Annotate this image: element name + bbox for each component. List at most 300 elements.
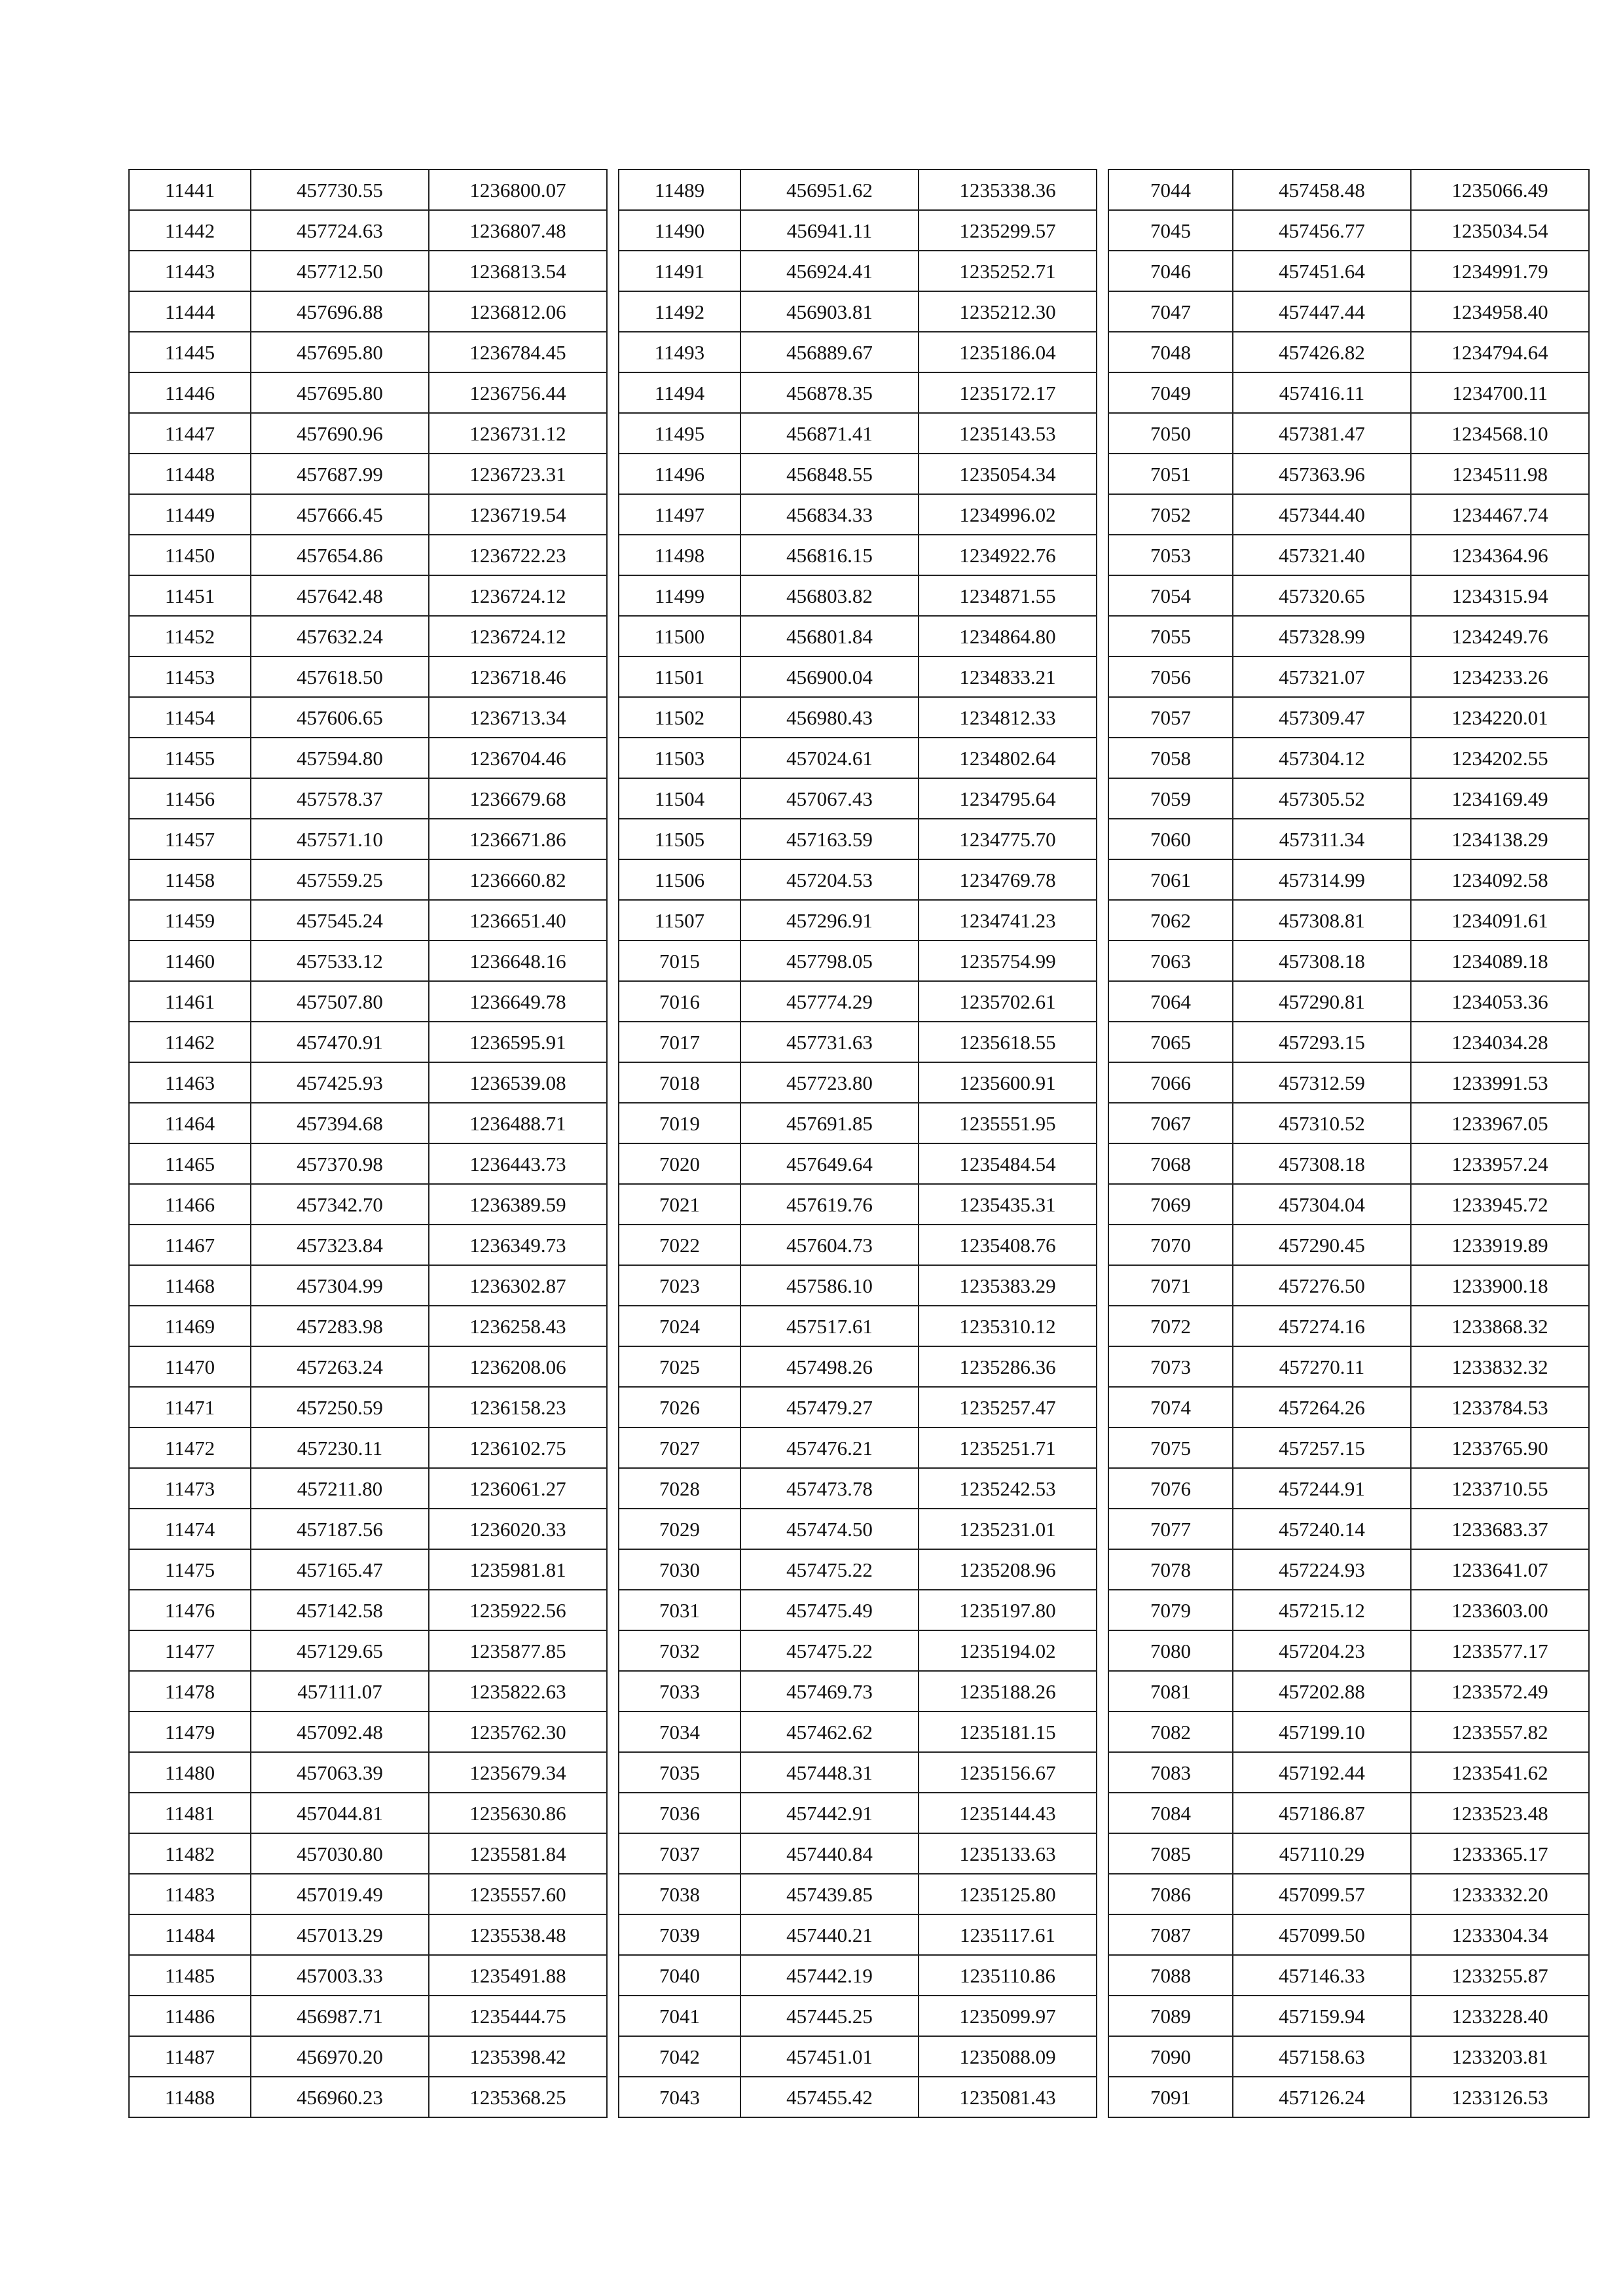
point-id-cell: 7072 (1108, 1306, 1233, 1346)
table-row (619, 575, 1097, 616)
table-row (1108, 1549, 1589, 1590)
x-coordinate-cell: 457451.01 (740, 2036, 919, 2077)
x-coordinate-cell: 457774.29 (740, 981, 919, 1022)
point-id-cell: 11442 (129, 210, 251, 251)
x-coordinate-cell: 457283.98 (251, 1306, 429, 1346)
y-coordinate-cell: 1235702.61 (919, 981, 1097, 1022)
point-id-cell: 11450 (129, 535, 251, 575)
table-row (1108, 332, 1589, 372)
table-row (619, 291, 1097, 332)
x-coordinate-cell: 457290.45 (1233, 1225, 1411, 1265)
y-coordinate-cell: 1234202.55 (1411, 738, 1589, 778)
point-id-cell: 7089 (1108, 1996, 1233, 2036)
table-row (1108, 1955, 1589, 1996)
table-row (619, 1306, 1097, 1346)
y-coordinate-cell: 1235088.09 (919, 2036, 1097, 2077)
x-coordinate-cell: 457594.80 (251, 738, 429, 778)
x-coordinate-cell: 457263.24 (251, 1346, 429, 1387)
x-coordinate-cell: 457199.10 (1233, 1712, 1411, 1752)
y-coordinate-cell: 1234467.74 (1411, 494, 1589, 535)
y-coordinate-cell: 1233603.00 (1411, 1590, 1589, 1630)
table-row (619, 738, 1097, 778)
table-row (1108, 291, 1589, 332)
x-coordinate-cell: 457731.63 (740, 1022, 919, 1062)
table-row (1108, 2077, 1589, 2117)
y-coordinate-cell: 1236061.27 (429, 1468, 607, 1509)
x-coordinate-cell: 457473.78 (740, 1468, 919, 1509)
x-coordinate-cell: 457442.91 (740, 1793, 919, 1833)
table-row (129, 1996, 607, 2036)
table-row (129, 1793, 607, 1833)
table-row (1108, 1103, 1589, 1143)
y-coordinate-cell: 1235877.85 (429, 1630, 607, 1671)
x-coordinate-cell: 457416.11 (1233, 372, 1411, 413)
point-id-cell: 11486 (129, 1996, 251, 2036)
table-row (1108, 1712, 1589, 1752)
point-id-cell: 11455 (129, 738, 251, 778)
table-row (1108, 859, 1589, 900)
table-row (129, 2036, 607, 2077)
y-coordinate-cell: 1234220.01 (1411, 697, 1589, 738)
y-coordinate-cell: 1236784.45 (429, 332, 607, 372)
table-row (619, 210, 1097, 251)
x-coordinate-cell: 457099.50 (1233, 1914, 1411, 1955)
x-coordinate-cell: 456924.41 (740, 251, 919, 291)
x-coordinate-cell: 457044.81 (251, 1793, 429, 1833)
table-row (1108, 170, 1589, 210)
y-coordinate-cell: 1236718.46 (429, 656, 607, 697)
x-coordinate-cell: 457604.73 (740, 1225, 919, 1265)
x-coordinate-cell: 457264.26 (1233, 1387, 1411, 1427)
x-coordinate-cell: 457308.18 (1233, 1143, 1411, 1184)
point-id-cell: 11441 (129, 170, 251, 210)
point-id-cell: 11460 (129, 941, 251, 981)
table-row (1108, 1022, 1589, 1062)
x-coordinate-cell: 457696.88 (251, 291, 429, 332)
point-id-cell: 7039 (619, 1914, 740, 1955)
table-row (129, 819, 607, 859)
point-id-cell: 7083 (1108, 1752, 1233, 1793)
x-coordinate-cell: 457187.56 (251, 1509, 429, 1549)
x-coordinate-cell: 456889.67 (740, 332, 919, 372)
table-row (129, 981, 607, 1022)
point-id-cell: 11465 (129, 1143, 251, 1184)
x-coordinate-cell: 457163.59 (740, 819, 919, 859)
point-id-cell: 7077 (1108, 1509, 1233, 1549)
table-row (1108, 494, 1589, 535)
point-id-cell: 11497 (619, 494, 740, 535)
point-id-cell: 7080 (1108, 1630, 1233, 1671)
point-id-cell: 7036 (619, 1793, 740, 1833)
x-coordinate-cell: 457426.82 (1233, 332, 1411, 372)
x-coordinate-cell: 457230.11 (251, 1427, 429, 1468)
x-coordinate-cell: 457328.99 (1233, 616, 1411, 656)
y-coordinate-cell: 1234769.78 (919, 859, 1097, 900)
y-coordinate-cell: 1233557.82 (1411, 1712, 1589, 1752)
x-coordinate-cell: 457304.99 (251, 1265, 429, 1306)
table-row (619, 1914, 1097, 1955)
x-coordinate-cell: 456834.33 (740, 494, 919, 535)
point-id-cell: 11499 (619, 575, 740, 616)
y-coordinate-cell: 1234315.94 (1411, 575, 1589, 616)
table-row (1108, 2036, 1589, 2077)
x-coordinate-cell: 457723.80 (740, 1062, 919, 1103)
y-coordinate-cell: 1236539.08 (429, 1062, 607, 1103)
y-coordinate-cell: 1235257.47 (919, 1387, 1097, 1427)
point-id-cell: 7075 (1108, 1427, 1233, 1468)
table-row (619, 1468, 1097, 1509)
table-row (129, 859, 607, 900)
point-id-cell: 11453 (129, 656, 251, 697)
x-coordinate-cell: 457440.84 (740, 1833, 919, 1874)
table-row (129, 575, 607, 616)
point-id-cell: 7085 (1108, 1833, 1233, 1874)
y-coordinate-cell: 1236724.12 (429, 616, 607, 656)
y-coordinate-cell: 1233541.62 (1411, 1752, 1589, 1793)
table-row (129, 535, 607, 575)
x-coordinate-cell: 457370.98 (251, 1143, 429, 1184)
point-id-cell: 7040 (619, 1955, 740, 1996)
y-coordinate-cell: 1236731.12 (429, 413, 607, 454)
table-row (619, 1590, 1097, 1630)
y-coordinate-cell: 1233641.07 (1411, 1549, 1589, 1590)
table-row (129, 454, 607, 494)
table-row (129, 1671, 607, 1712)
table-row (129, 372, 607, 413)
x-coordinate-cell: 457165.47 (251, 1549, 429, 1590)
x-coordinate-cell: 457110.29 (1233, 1833, 1411, 1874)
y-coordinate-cell: 1236020.33 (429, 1509, 607, 1549)
point-id-cell: 7015 (619, 941, 740, 981)
point-id-cell: 11489 (619, 170, 740, 210)
x-coordinate-cell: 457276.50 (1233, 1265, 1411, 1306)
point-id-cell: 7038 (619, 1874, 740, 1914)
x-coordinate-cell: 457270.11 (1233, 1346, 1411, 1387)
table-row (129, 1306, 607, 1346)
x-coordinate-cell: 457013.29 (251, 1914, 429, 1955)
point-id-cell: 7034 (619, 1712, 740, 1752)
point-id-cell: 7087 (1108, 1914, 1233, 1955)
y-coordinate-cell: 1235110.86 (919, 1955, 1097, 1996)
y-coordinate-cell: 1235762.30 (429, 1712, 607, 1752)
table-row (1108, 1630, 1589, 1671)
point-id-cell: 11468 (129, 1265, 251, 1306)
point-id-cell: 7044 (1108, 170, 1233, 210)
y-coordinate-cell: 1236158.23 (429, 1387, 607, 1427)
table-row (619, 1793, 1097, 1833)
x-coordinate-cell: 457142.58 (251, 1590, 429, 1630)
point-id-cell: 7076 (1108, 1468, 1233, 1509)
y-coordinate-cell: 1236724.12 (429, 575, 607, 616)
point-id-cell: 11475 (129, 1549, 251, 1590)
x-coordinate-cell: 457712.50 (251, 251, 429, 291)
x-coordinate-cell: 457559.25 (251, 859, 429, 900)
point-id-cell: 7041 (619, 1996, 740, 2036)
point-id-cell: 7035 (619, 1752, 740, 1793)
table-row (1108, 616, 1589, 656)
x-coordinate-cell: 457186.87 (1233, 1793, 1411, 1833)
x-coordinate-cell: 457215.12 (1233, 1590, 1411, 1630)
table-row (129, 1062, 607, 1103)
y-coordinate-cell: 1233784.53 (1411, 1387, 1589, 1427)
point-id-cell: 7091 (1108, 2077, 1233, 2117)
y-coordinate-cell: 1235242.53 (919, 1468, 1097, 1509)
point-id-cell: 11507 (619, 900, 740, 941)
x-coordinate-cell: 457394.68 (251, 1103, 429, 1143)
x-coordinate-cell: 457063.39 (251, 1752, 429, 1793)
y-coordinate-cell: 1235981.81 (429, 1549, 607, 1590)
y-coordinate-cell: 1235538.48 (429, 1914, 607, 1955)
table-row (619, 1265, 1097, 1306)
y-coordinate-cell: 1235133.63 (919, 1833, 1097, 1874)
x-coordinate-cell: 456970.20 (251, 2036, 429, 2077)
point-id-cell: 7090 (1108, 2036, 1233, 2077)
point-id-cell: 7082 (1108, 1712, 1233, 1752)
point-id-cell: 7020 (619, 1143, 740, 1184)
point-id-cell: 11466 (129, 1184, 251, 1225)
point-id-cell: 7086 (1108, 1874, 1233, 1914)
y-coordinate-cell: 1236704.46 (429, 738, 607, 778)
table-row (129, 778, 607, 819)
y-coordinate-cell: 1234922.76 (919, 535, 1097, 575)
x-coordinate-cell: 457469.73 (740, 1671, 919, 1712)
y-coordinate-cell: 1235679.34 (429, 1752, 607, 1793)
x-coordinate-cell: 457455.42 (740, 2077, 919, 2117)
y-coordinate-cell: 1236349.73 (429, 1225, 607, 1265)
x-coordinate-cell: 457363.96 (1233, 454, 1411, 494)
point-id-cell: 7059 (1108, 778, 1233, 819)
table-row (129, 1630, 607, 1671)
x-coordinate-cell: 457308.81 (1233, 900, 1411, 941)
x-coordinate-cell: 456803.82 (740, 575, 919, 616)
point-id-cell: 7064 (1108, 981, 1233, 1022)
x-coordinate-cell: 457517.61 (740, 1306, 919, 1346)
point-id-cell: 7042 (619, 2036, 740, 2077)
y-coordinate-cell: 1233832.32 (1411, 1346, 1589, 1387)
x-coordinate-cell: 457129.65 (251, 1630, 429, 1671)
y-coordinate-cell: 1235099.97 (919, 1996, 1097, 2036)
y-coordinate-cell: 1235491.88 (429, 1955, 607, 1996)
table-row (619, 454, 1097, 494)
point-id-cell: 7074 (1108, 1387, 1233, 1427)
x-coordinate-cell: 457442.19 (740, 1955, 919, 1996)
point-id-cell: 7079 (1108, 1590, 1233, 1630)
y-coordinate-cell: 1234568.10 (1411, 413, 1589, 454)
x-coordinate-cell: 457439.85 (740, 1874, 919, 1914)
x-coordinate-cell: 456816.15 (740, 535, 919, 575)
table-row (619, 1955, 1097, 1996)
y-coordinate-cell: 1235186.04 (919, 332, 1097, 372)
x-coordinate-cell: 456900.04 (740, 656, 919, 697)
table-row (619, 941, 1097, 981)
y-coordinate-cell: 1235922.56 (429, 1590, 607, 1630)
point-id-cell: 7037 (619, 1833, 740, 1874)
point-id-cell: 11448 (129, 454, 251, 494)
y-coordinate-cell: 1234812.33 (919, 697, 1097, 738)
table-row (619, 1874, 1097, 1914)
table-row (1108, 1509, 1589, 1549)
table-row (619, 535, 1097, 575)
table-row (129, 413, 607, 454)
x-coordinate-cell: 456871.41 (740, 413, 919, 454)
y-coordinate-cell: 1234092.58 (1411, 859, 1589, 900)
point-id-cell: 11461 (129, 981, 251, 1022)
y-coordinate-cell: 1233126.53 (1411, 2077, 1589, 2117)
x-coordinate-cell: 457798.05 (740, 941, 919, 981)
point-id-cell: 11447 (129, 413, 251, 454)
y-coordinate-cell: 1235144.43 (919, 1793, 1097, 1833)
table-row (1108, 1306, 1589, 1346)
x-coordinate-cell: 457019.49 (251, 1874, 429, 1914)
point-id-cell: 7067 (1108, 1103, 1233, 1143)
x-coordinate-cell: 457425.93 (251, 1062, 429, 1103)
point-id-cell: 11500 (619, 616, 740, 656)
x-coordinate-cell: 457304.04 (1233, 1184, 1411, 1225)
point-id-cell: 7081 (1108, 1671, 1233, 1712)
table-row (619, 332, 1097, 372)
y-coordinate-cell: 1233868.32 (1411, 1306, 1589, 1346)
point-id-cell: 7066 (1108, 1062, 1233, 1103)
point-id-cell: 7069 (1108, 1184, 1233, 1225)
y-coordinate-cell: 1235338.36 (919, 170, 1097, 210)
point-id-cell: 7058 (1108, 738, 1233, 778)
table-row (1108, 1752, 1589, 1793)
y-coordinate-cell: 1235484.54 (919, 1143, 1097, 1184)
table-row (619, 819, 1097, 859)
point-id-cell: 11471 (129, 1387, 251, 1427)
y-coordinate-cell: 1234991.79 (1411, 251, 1589, 291)
point-id-cell: 11467 (129, 1225, 251, 1265)
point-id-cell: 7033 (619, 1671, 740, 1712)
point-id-cell: 11491 (619, 251, 740, 291)
y-coordinate-cell: 1235444.75 (429, 1996, 607, 2036)
x-coordinate-cell: 457690.96 (251, 413, 429, 454)
y-coordinate-cell: 1234996.02 (919, 494, 1097, 535)
point-id-cell: 11495 (619, 413, 740, 454)
point-id-cell: 7021 (619, 1184, 740, 1225)
x-coordinate-cell: 457571.10 (251, 819, 429, 859)
table-row (1108, 210, 1589, 251)
point-id-cell: 7030 (619, 1549, 740, 1590)
table-row (619, 1509, 1097, 1549)
x-coordinate-cell: 457003.33 (251, 1955, 429, 1996)
x-coordinate-cell: 457618.50 (251, 656, 429, 697)
point-id-cell: 11456 (129, 778, 251, 819)
table-row (129, 1468, 607, 1509)
table-row (1108, 413, 1589, 454)
x-coordinate-cell: 457311.34 (1233, 819, 1411, 859)
point-id-cell: 11482 (129, 1833, 251, 1874)
point-id-cell: 7070 (1108, 1225, 1233, 1265)
table-row (129, 1225, 607, 1265)
x-coordinate-cell: 457632.24 (251, 616, 429, 656)
y-coordinate-cell: 1233900.18 (1411, 1265, 1589, 1306)
y-coordinate-cell: 1236756.44 (429, 372, 607, 413)
y-coordinate-cell: 1233203.81 (1411, 2036, 1589, 2077)
x-coordinate-cell: 457305.52 (1233, 778, 1411, 819)
x-coordinate-cell: 456980.43 (740, 697, 919, 738)
x-coordinate-cell: 457445.25 (740, 1996, 919, 2036)
point-id-cell: 11485 (129, 1955, 251, 1996)
coordinate-table-3 (1108, 169, 1590, 2118)
x-coordinate-cell: 457545.24 (251, 900, 429, 941)
point-id-cell: 7057 (1108, 697, 1233, 738)
x-coordinate-cell: 457211.80 (251, 1468, 429, 1509)
x-coordinate-cell: 457192.44 (1233, 1752, 1411, 1793)
x-coordinate-cell: 457126.24 (1233, 2077, 1411, 2117)
point-id-cell: 7025 (619, 1346, 740, 1387)
x-coordinate-cell: 456941.11 (740, 210, 919, 251)
point-id-cell: 7088 (1108, 1955, 1233, 1996)
table-row (129, 170, 607, 210)
table-row (619, 1427, 1097, 1468)
table-row (1108, 1387, 1589, 1427)
y-coordinate-cell: 1235618.55 (919, 1022, 1097, 1062)
table-row (1108, 1143, 1589, 1184)
x-coordinate-cell: 457695.80 (251, 332, 429, 372)
y-coordinate-cell: 1233710.55 (1411, 1468, 1589, 1509)
y-coordinate-cell: 1235286.36 (919, 1346, 1097, 1387)
x-coordinate-cell: 457310.52 (1233, 1103, 1411, 1143)
y-coordinate-cell: 1235143.53 (919, 413, 1097, 454)
table-row (1108, 1874, 1589, 1914)
y-coordinate-cell: 1236719.54 (429, 494, 607, 535)
x-coordinate-cell: 457308.18 (1233, 941, 1411, 981)
x-coordinate-cell: 457244.91 (1233, 1468, 1411, 1509)
point-id-cell: 7031 (619, 1590, 740, 1630)
point-id-cell: 7065 (1108, 1022, 1233, 1062)
x-coordinate-cell: 457507.80 (251, 981, 429, 1022)
point-id-cell: 11476 (129, 1590, 251, 1630)
x-coordinate-cell: 456801.84 (740, 616, 919, 656)
x-coordinate-cell: 457321.07 (1233, 656, 1411, 697)
table-row (619, 1346, 1097, 1387)
x-coordinate-cell: 457498.26 (740, 1346, 919, 1387)
y-coordinate-cell: 1233945.72 (1411, 1184, 1589, 1225)
table-row (619, 1671, 1097, 1712)
y-coordinate-cell: 1233572.49 (1411, 1671, 1589, 1712)
table-row (129, 1143, 607, 1184)
table-row (619, 1184, 1097, 1225)
point-id-cell: 11457 (129, 819, 251, 859)
y-coordinate-cell: 1234364.96 (1411, 535, 1589, 575)
y-coordinate-cell: 1236813.54 (429, 251, 607, 291)
x-coordinate-cell: 456903.81 (740, 291, 919, 332)
x-coordinate-cell: 457695.80 (251, 372, 429, 413)
x-coordinate-cell: 457321.40 (1233, 535, 1411, 575)
y-coordinate-cell: 1236595.91 (429, 1022, 607, 1062)
x-coordinate-cell: 457474.50 (740, 1509, 919, 1549)
table-row (1108, 1184, 1589, 1225)
point-id-cell: 7056 (1108, 656, 1233, 697)
point-id-cell: 7062 (1108, 900, 1233, 941)
table-row (129, 1022, 607, 1062)
table-row (1108, 738, 1589, 778)
point-id-cell: 7027 (619, 1427, 740, 1468)
x-coordinate-cell: 457293.15 (1233, 1022, 1411, 1062)
y-coordinate-cell: 1235208.96 (919, 1549, 1097, 1590)
table-row (129, 738, 607, 778)
y-coordinate-cell: 1234089.18 (1411, 941, 1589, 981)
y-coordinate-cell: 1234091.61 (1411, 900, 1589, 941)
x-coordinate-cell: 457204.23 (1233, 1630, 1411, 1671)
table-row (129, 1265, 607, 1306)
y-coordinate-cell: 1236208.06 (429, 1346, 607, 1387)
y-coordinate-cell: 1234864.80 (919, 616, 1097, 656)
y-coordinate-cell: 1235435.31 (919, 1184, 1097, 1225)
x-coordinate-cell: 457447.44 (1233, 291, 1411, 332)
x-coordinate-cell: 457257.15 (1233, 1427, 1411, 1468)
